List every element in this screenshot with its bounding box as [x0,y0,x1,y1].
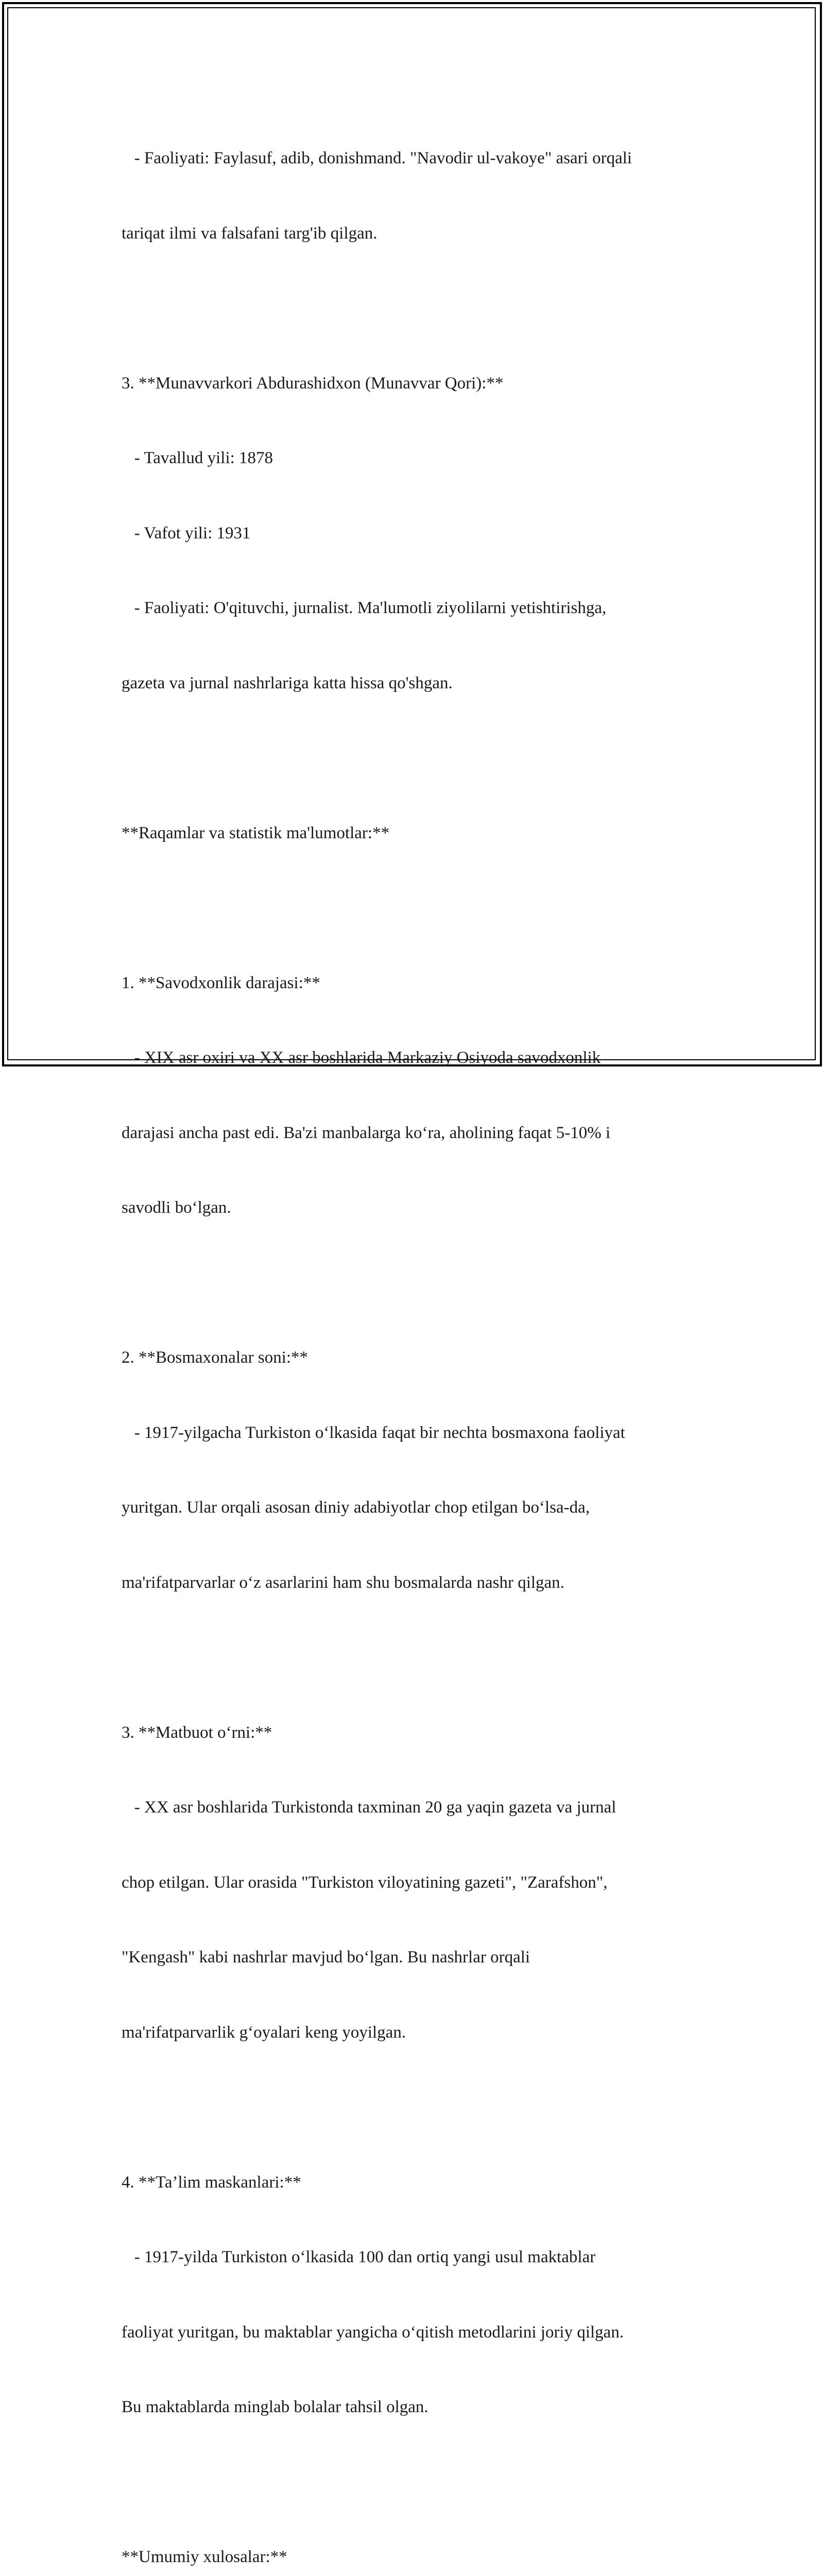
list-heading: 3. **Matbuot o‘rni:** [122,1723,272,1742]
text-line: - 1917-yilda Turkiston o‘lkasida 100 dan ortiq yangi usul maktablar [122,2248,596,2266]
blank-line [122,1270,729,1296]
text-line: yuritgan. Ular orqali asosan diniy adabiyotlar chop etilgan bo‘lsa-da, [122,1498,590,1517]
text-line: - Vafot yili: 1931 [122,523,251,543]
blank-line [122,296,729,321]
text-line: tariqat ilmi va falsafani targ'ib qilgan. [122,224,377,243]
text-line: darajasi ancha past edi. Ba'zi manbalarga ko‘ra, aholining faqat 5-10% i [122,1123,611,1142]
blank-line [122,1645,729,1670]
text-line: "Kengash" kabi nashrlar mavjud bo‘lgan. Bu nashrlar orqali [122,1948,530,1967]
text-line: ma'rifatparvarlik g‘oyalari keng yoyilgan. [122,2023,406,2042]
list-heading: 1. **Savodxonlik darajasi:** [122,973,320,992]
blank-line [122,2470,729,2495]
text-line: - Tavallud yili: 1878 [122,449,273,467]
blank-line [122,2095,729,2120]
blank-line [122,745,729,771]
list-heading: 3. **Munavvarkori Abdurashidxon (Munavvar Qori):** [122,374,504,393]
document-body [122,96,729,2576]
text-line: savodli bo‘lgan. [122,1198,231,1217]
text-line: - 1917-yilgacha Turkiston o‘lkasida faqat bir nechta bosmaxona faoliyat [122,1423,625,1442]
blank-line [122,895,729,921]
section-heading: **Raqamlar va statistik ma'lumotlar:** [122,823,390,842]
text-line: - XIX asr oxiri va XX asr boshlarida Markaziy Osiyoda savodxonlik [122,1048,601,1067]
text-line: - Faoliyati: O'qituvchi, jurnalist. Ma'lumotli ziyolilarni yetishtirishga, [122,599,607,617]
text-line: gazeta va jurnal nashrlariga katta hissa qo'shgan. [122,673,453,692]
text-line: - XX asr boshlarida Turkistonda taxminan 20 ga yaqin gazeta va jurnal [122,1798,616,1817]
list-heading: 2. **Bosmaxonalar soni:** [122,1348,308,1367]
text-line: - Faoliyati: Faylasuf, adib, donishmand. "Navodir ul-vakoye" asari orqali [122,149,632,167]
section-heading: **Umumiy xulosalar:** [122,2548,287,2566]
text-line: Bu maktablarda minglab bolalar tahsil olgan. [122,2398,428,2416]
text-line: faoliyat yuritgan, bu maktablar yangicha o‘qitish metodlarini joriy qilgan. [122,2323,624,2342]
list-heading: 4. **Ta’lim maskanlari:** [122,2173,301,2192]
text-line: chop etilgan. Ular orasida "Turkiston viloyatining gazeti", "Zarafshon", [122,1873,608,1892]
text-line: ma'rifatparvarlar o‘z asarlarini ham shu bosmalarda nashr qilgan. [122,1573,564,1592]
